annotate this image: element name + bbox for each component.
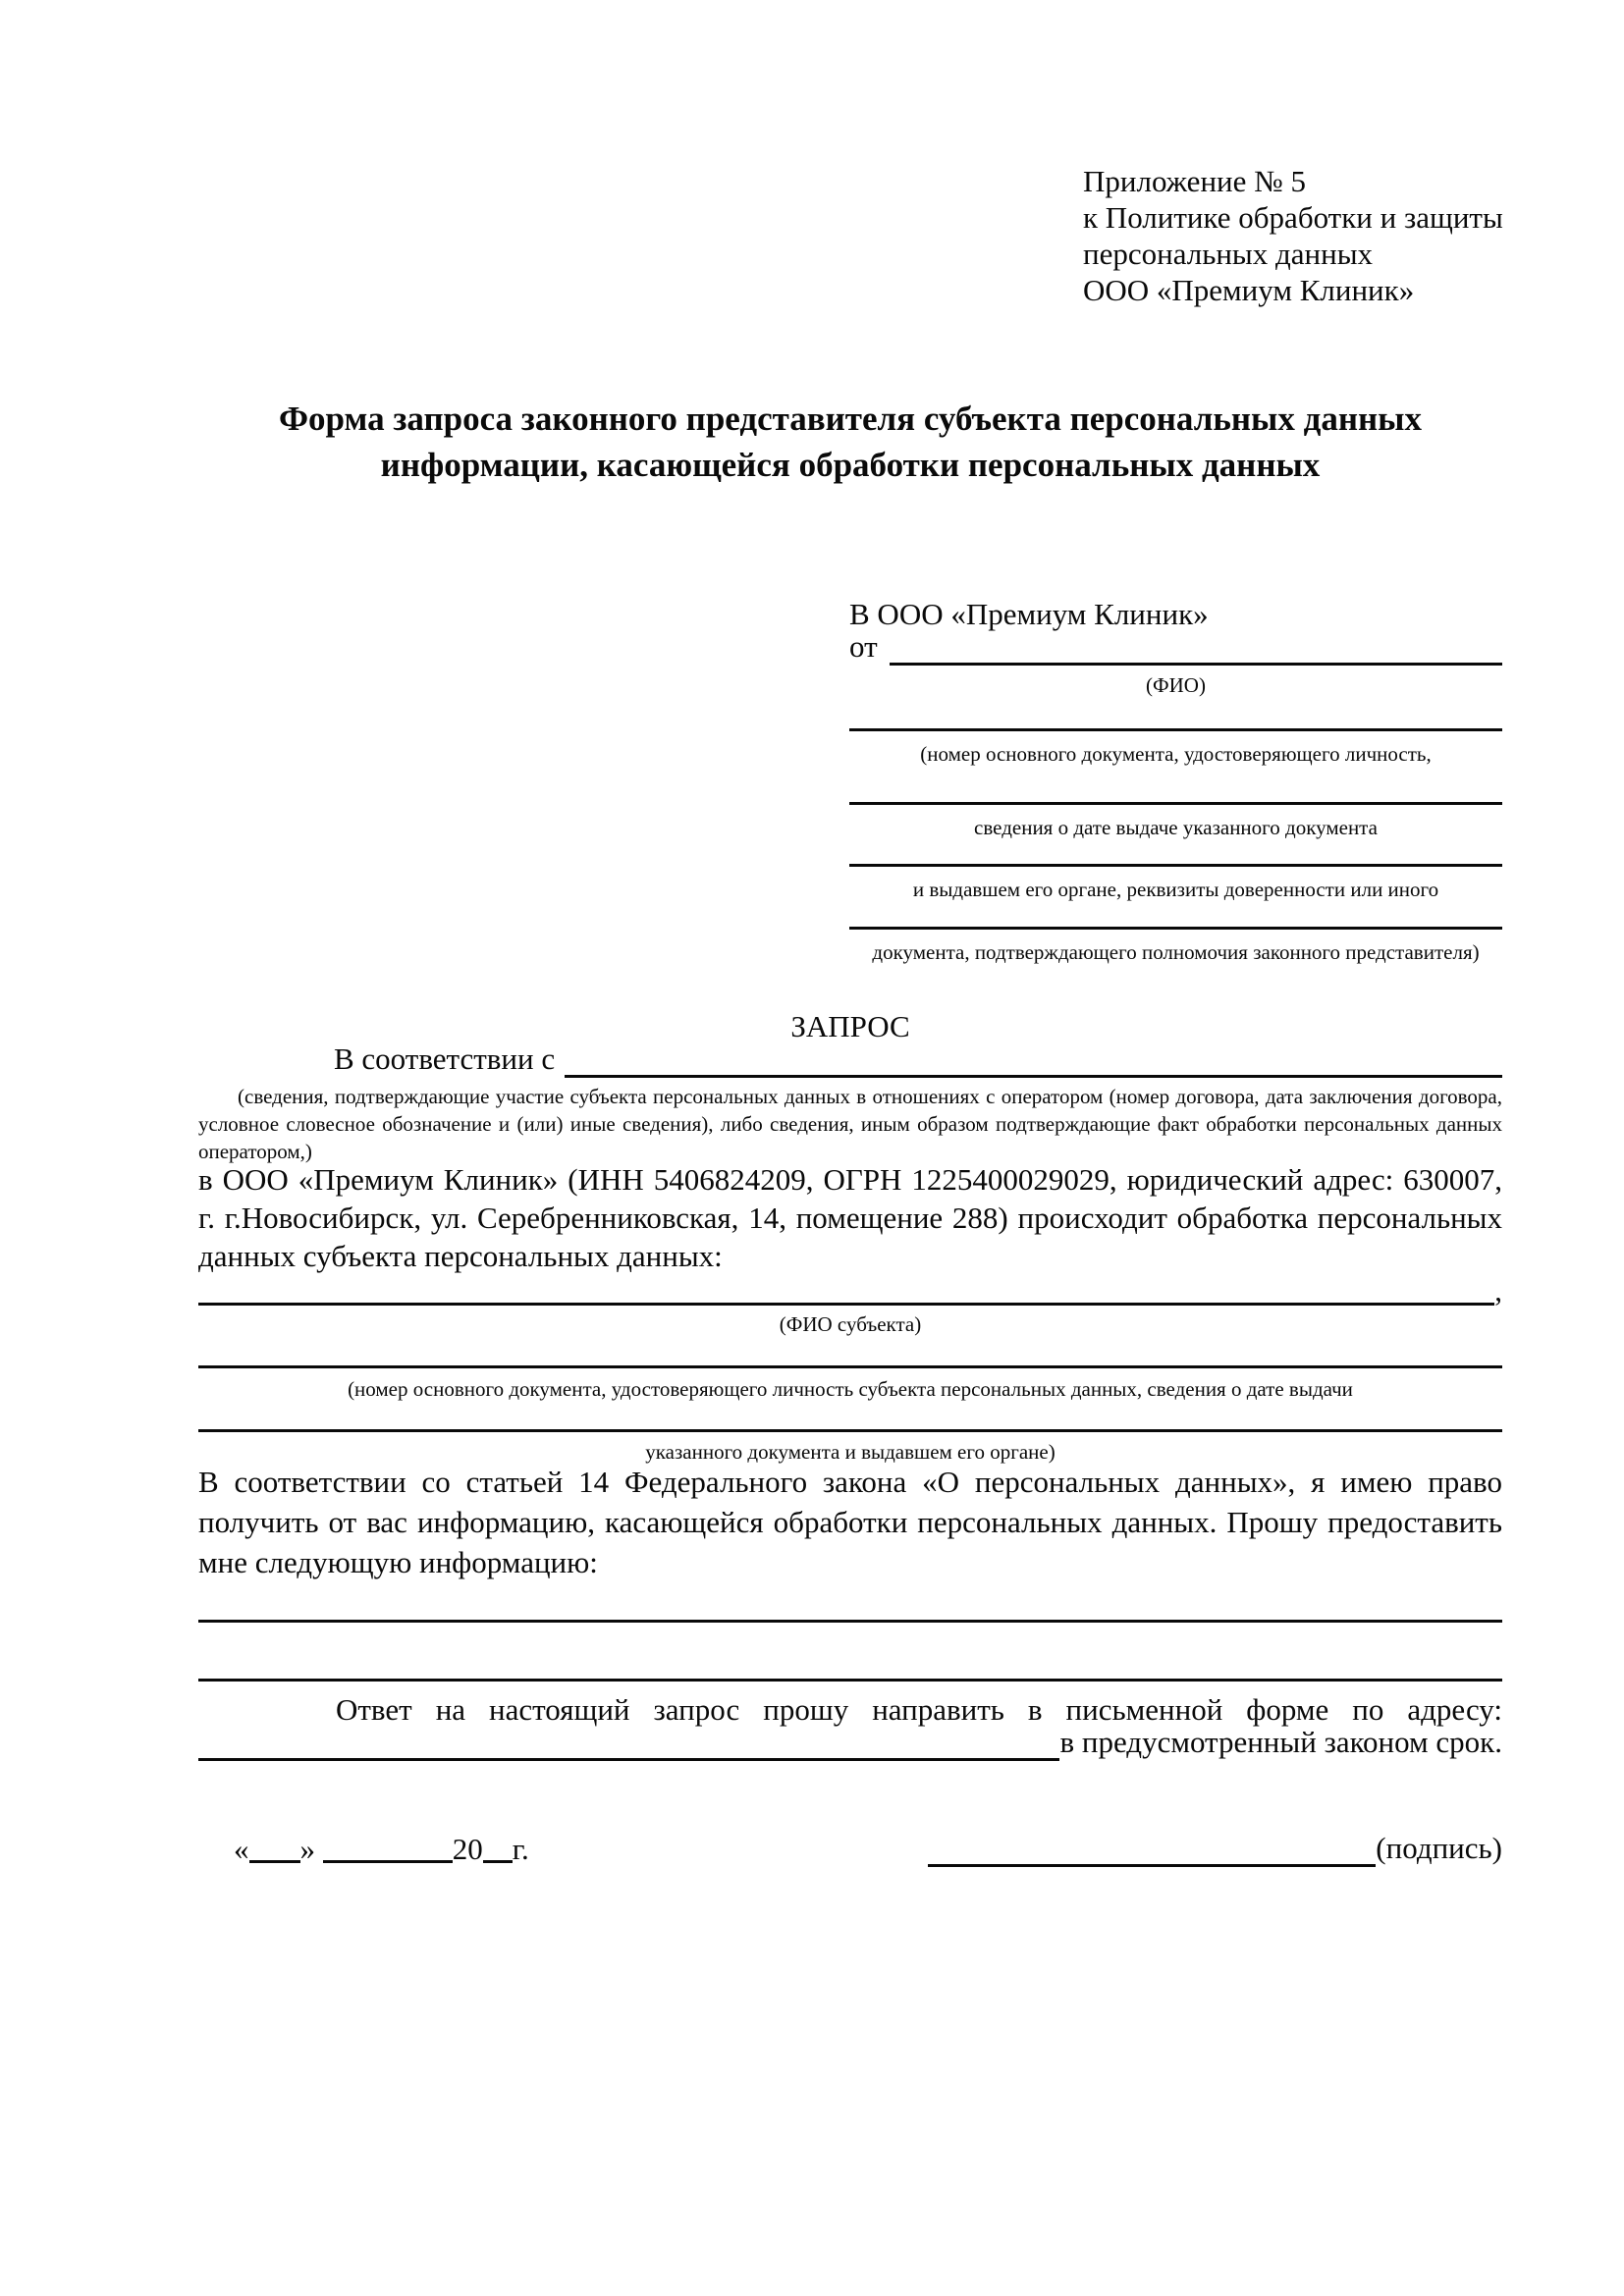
form-title-line2: информации, касающейся обработки персональных данных — [380, 446, 1321, 484]
subject-doc-caption-2: указанного документа и выдавшем его органе) — [645, 1440, 1056, 1464]
addressee-org: В ООО «Премиум Клиник» — [849, 597, 1209, 631]
fio-blank-line — [890, 663, 1502, 666]
doc-caption-1: (номер основного документа, удостоверяющего личность, — [920, 742, 1432, 766]
subject-fio-blank-line — [198, 1303, 1494, 1306]
accordance-label: В соответствии с — [334, 1041, 556, 1076]
signature-row — [928, 1830, 1502, 1867]
operator-paragraph: в ООО «Премиум Клиник» (ИНН 5406824209, ОГРН 1225400029029, юридический адрес: 630007, г. г.Новосибирск, ул. Серебренниковская, 14, помещение 288) происходит обработка персональных данных субъекта персональных данных: — [198, 1162, 1502, 1273]
appendix-block — [1083, 163, 1515, 308]
date-close-quote: » — [299, 1832, 315, 1866]
subject-doc-caption-1: (номер основного документа, удостоверяющего личность субъекта персональных данных, сведения о дате выдачи — [348, 1377, 1353, 1401]
appendix-line: ООО «Премиум Клиник» — [1083, 273, 1415, 307]
appendix-line: персональных данных — [1083, 237, 1374, 271]
doc-caption-2: сведения о дате выдаче указанного документа — [974, 816, 1378, 839]
info-blank-line-1 — [198, 1620, 1502, 1623]
appendix-line: Приложение № 5 — [1083, 164, 1306, 198]
subject-doc-blank-line-1 — [198, 1365, 1502, 1368]
answer-address-row — [198, 1725, 1502, 1761]
date-open-quote: « — [234, 1832, 249, 1866]
doc-blank-line-1 — [849, 728, 1502, 731]
info-blank-line-2 — [198, 1679, 1502, 1682]
address-blank-line — [198, 1758, 1059, 1761]
doc-blank-line-2 — [849, 802, 1502, 805]
subject-fio-comma: , — [1494, 1273, 1502, 1308]
subject-fio-row — [198, 1273, 1502, 1306]
accordance-row — [198, 1041, 1502, 1078]
answer-sentence: Ответ на настоящий запрос прошу направить в письменной форме по адресу: — [336, 1692, 1502, 1727]
date-month-blank — [323, 1852, 453, 1863]
signature-caption: (подпись) — [1376, 1831, 1502, 1865]
date-year-prefix: 20 — [452, 1832, 483, 1866]
form-title — [198, 396, 1502, 488]
signature-blank-line — [928, 1864, 1376, 1867]
subject-fio-caption: (ФИО субъекта) — [779, 1312, 922, 1336]
date-year-blank — [483, 1852, 513, 1863]
subject-doc-blank-line-2 — [198, 1429, 1502, 1432]
appendix-line: к Политике обработки и защиты — [1083, 200, 1503, 235]
doc-blank-line-3 — [849, 864, 1502, 867]
request-heading: ЗАПРОС — [790, 1009, 910, 1043]
fio-caption: (ФИО) — [1146, 673, 1206, 697]
answer-tail: в предусмотренный законом срок. — [1059, 1725, 1502, 1759]
form-title-line1: Форма запроса законного представителя субъекта персональных данных — [279, 400, 1422, 438]
addressee-from-row — [849, 628, 1502, 666]
accordance-blank-line — [565, 1075, 1502, 1078]
date-year-suffix: г. — [512, 1832, 529, 1866]
from-label: от — [849, 629, 878, 664]
law-paragraph: В соответствии со статьей 14 Федерального закона «О персональных данных», я имею право получить от вас информацию, касающейся обработки персональных данных. Прошу предоставить мне следующую информацию: — [198, 1465, 1502, 1579]
date-row — [198, 1830, 921, 1867]
doc-caption-4: документа, подтверждающего полномочия законного представителя) — [872, 940, 1480, 964]
doc-blank-line-4 — [849, 927, 1502, 930]
doc-caption-3: и выдавшем его органе, реквизиты доверенности или иного — [912, 878, 1439, 901]
accordance-caption: (сведения, подтверждающие участие субъекта персональных данных в отношениях с оператором (номер договора, дата заключения договора, условное словесное обозначение и (или) иные сведения), либо сведения, иным образом подтверждающие факт обработки персональных данных оператором,) — [198, 1085, 1502, 1163]
date-day-blank — [249, 1852, 300, 1863]
